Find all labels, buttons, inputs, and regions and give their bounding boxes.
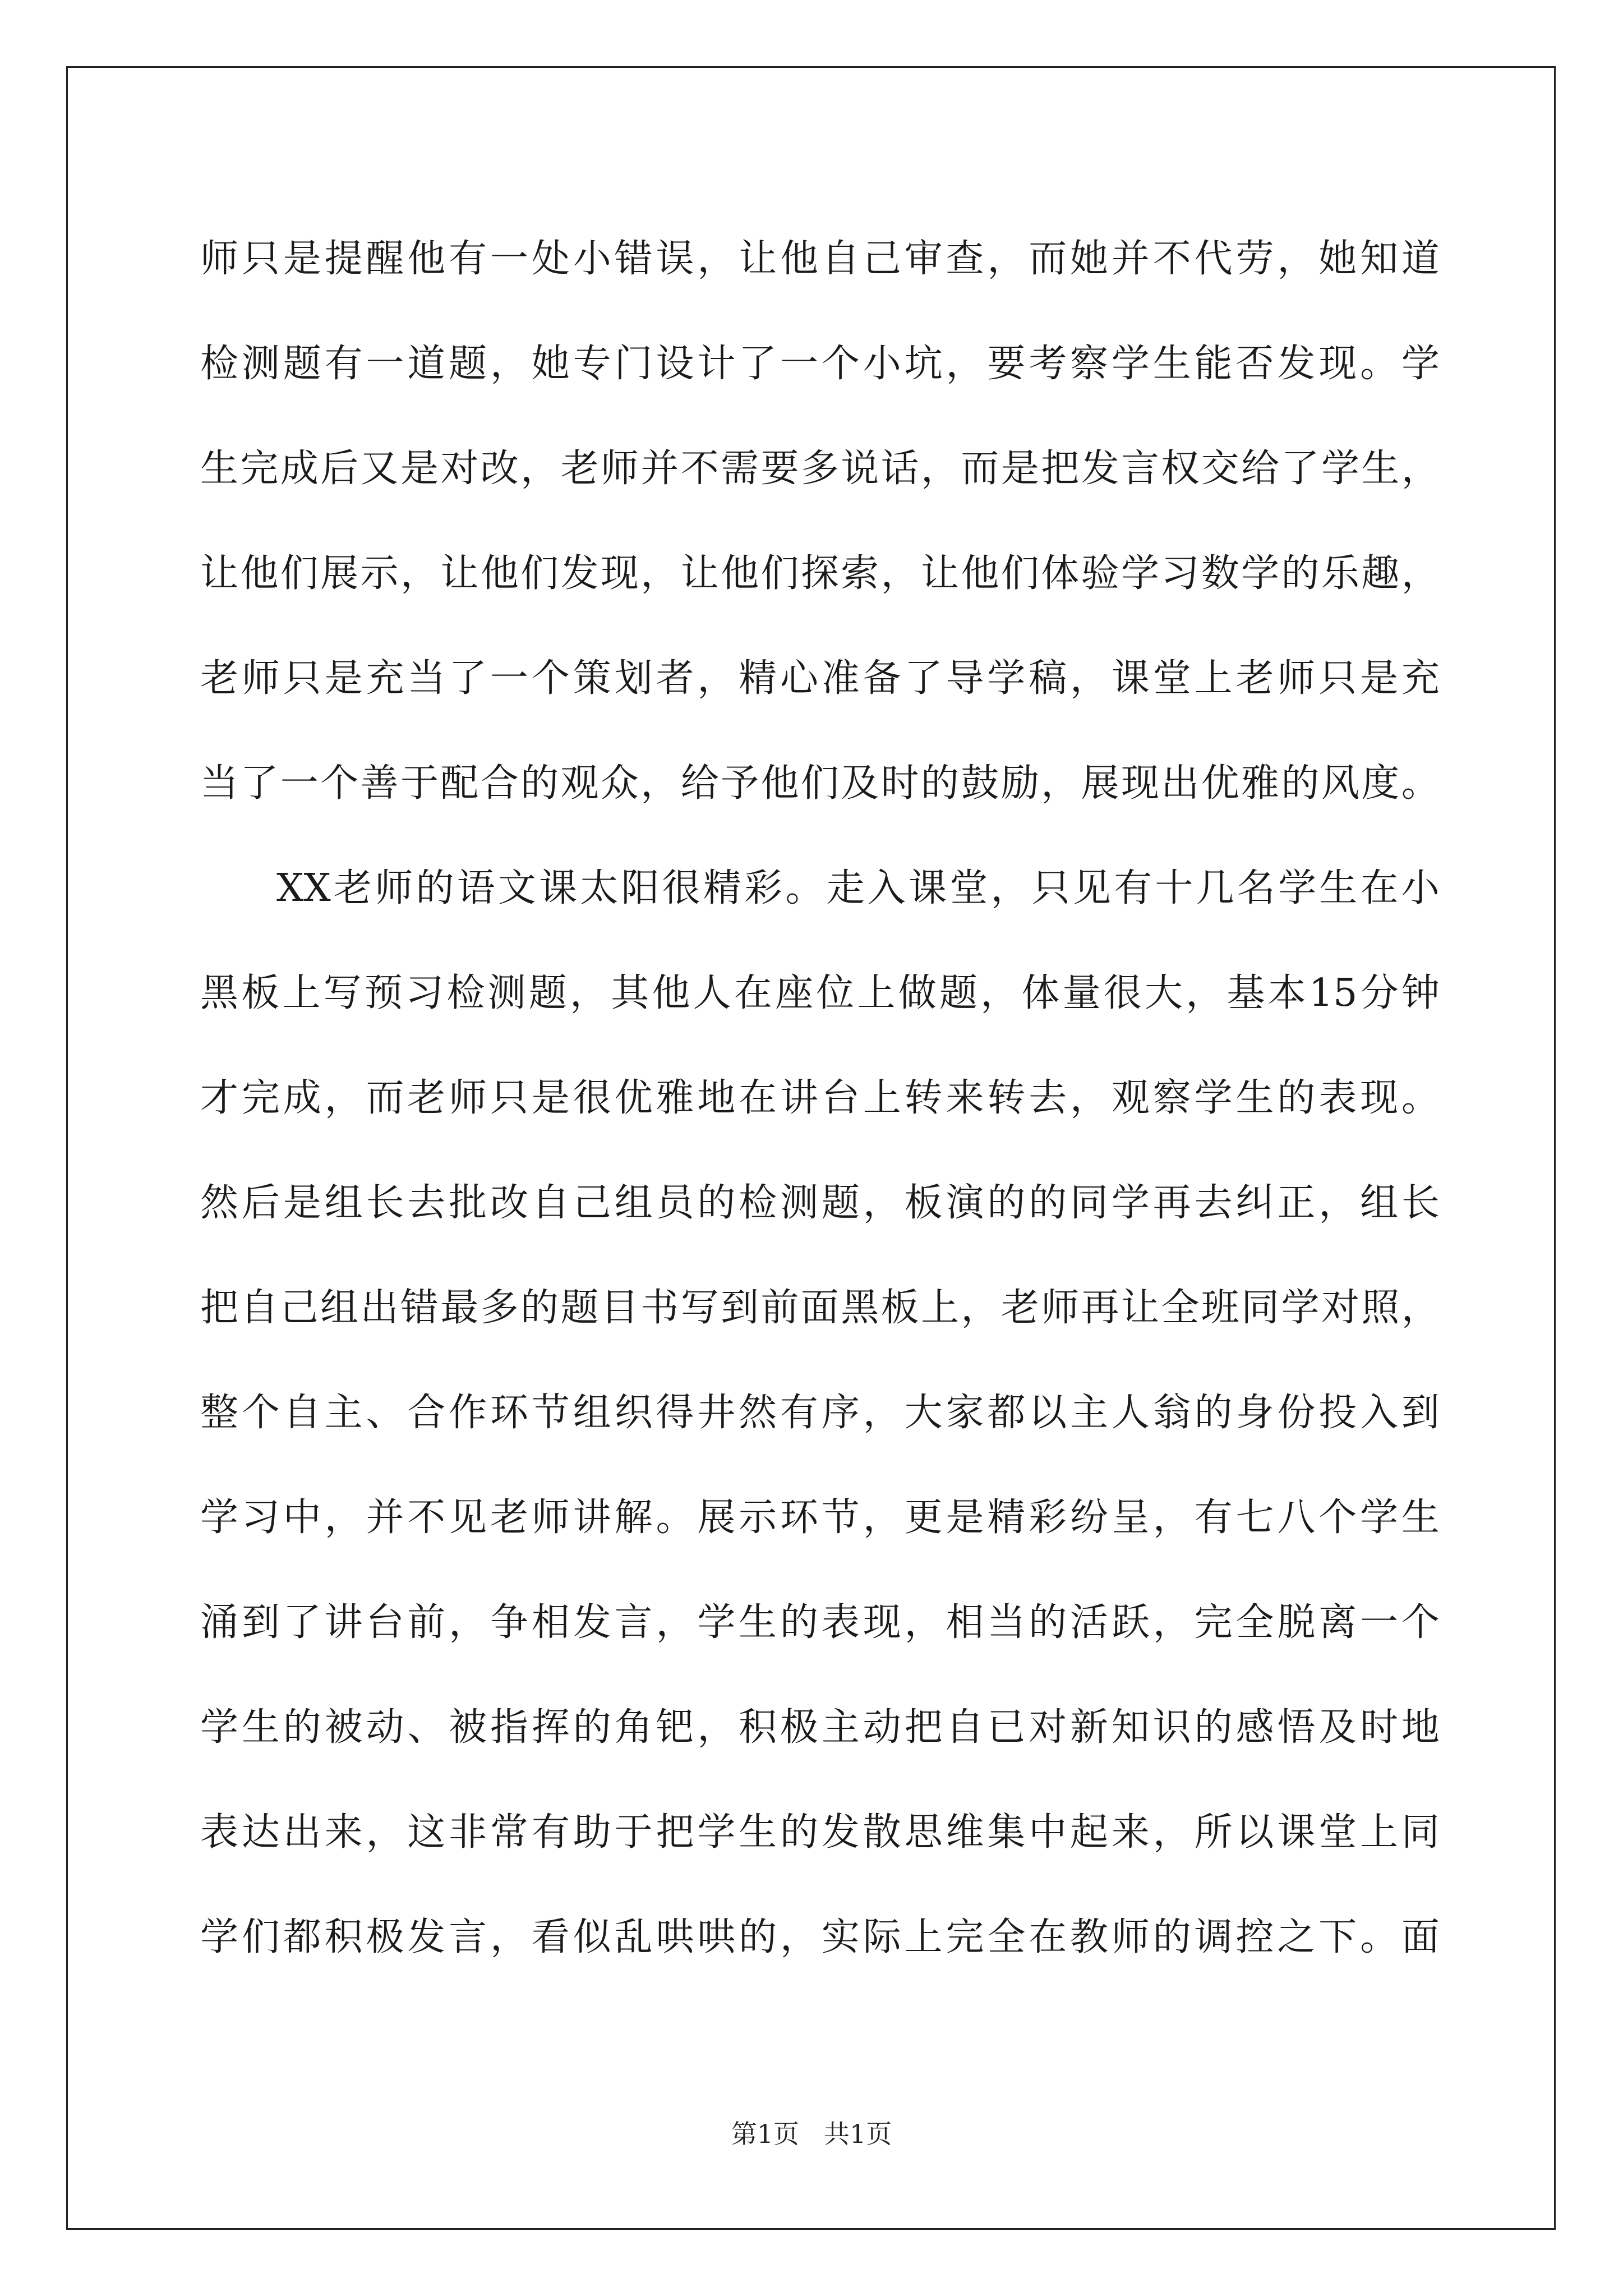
text-line: 老 师 只 是 充 当 了 一 个 策 划 者 ， 精 心 准 备 了 导 学 稿 ， 课 堂 上 老 师 只 是 充 xyxy=(200,656,1440,701)
text-line: 学 习 中 ， 并 不 见 老 师 讲 解 。 展 示 环 节 ， 更 是 精 彩 纷 呈 ， 有 七 八 个 学 生 xyxy=(200,1496,1440,1540)
text-line: 生 完 成 后 又 是 对 改 ， 老 师 并 不 需 要 多 说 话 ， 而 是 把 发 言 权 交 给 了 学 生 ， xyxy=(200,447,1440,491)
text-line: 把 自 己 组 出 错 最 多 的 题 目 书 写 到 前 面 黑 板 上 ， 老 师 再 让 全 班 同 学 对 照 ， xyxy=(200,1286,1440,1330)
text-line: 才 完 成 ， 而 老 师 只 是 很 优 雅 地 在 讲 台 上 转 来 转 去 ， 观 察 学 生 的 表 现 。 xyxy=(200,1076,1440,1120)
text-line: 检 测 题 有 一 道 题 ， 她 专 门 设 计 了 一 个 小 坑 ， 要 考 察 学 生 能 否 发 现 。 学 xyxy=(200,342,1440,386)
text-line: 表 达 出 来 ， 这 非 常 有 助 于 把 学 生 的 发 散 思 维 集 中 起 来 ， 所 以 课 堂 上 同 xyxy=(200,1810,1440,1855)
text-line: 然 后 是 组 长 去 批 改 自 己 组 员 的 检 测 题 ， 板 演 的 的 同 学 再 去 纠 正 ， 组 长 xyxy=(200,1181,1440,1225)
text-line: 涌 到 了 讲 台 前 ， 争 相 发 言 ， 学 生 的 表 现 ， 相 当 的 活 跃 ， 完 全 脱 离 一 个 xyxy=(200,1600,1440,1645)
text-line: 让 他 们 展 示 ， 让 他 们 发 现 ， 让 他 们 探 索 ， 让 他 们 体 验 学 习 数 学 的 乐 趣 ， xyxy=(200,551,1440,596)
text-line: 当 了 一 个 善 于 配 合 的 观 众 ， 给 予 他 们 及 时 的 鼓 励 ， 展 现 出 优 雅 的 风 度 。 xyxy=(200,761,1440,806)
text-line: 学 们 都 积 极 发 言 ， 看 似 乱 哄 哄 的 ， 实 际 上 完 全 在 教 师 的 调 控 之 下 。 面 xyxy=(200,1915,1440,1959)
page-total: 共1页 xyxy=(823,2119,892,2149)
page-number: 第1页 xyxy=(731,2119,800,2149)
text-line: 学 生 的 被 动 、 被 指 挥 的 角 钯 ， 积 极 主 动 把 自 已 对 新 知 识 的 感 悟 及 时 地 xyxy=(200,1705,1440,1750)
text-line: 黑 板 上 写 预 习 检 测 题 ， 其 他 人 在 座 位 上 做 题 ， 体 量 很 大 ， 基 本 15 分 钟 xyxy=(200,971,1440,1015)
text-line: XX 老 师 的 语 文 课 太 阳 很 精 彩 。 走 入 课 堂 ， 只 见 有 十 几 名 学 生 在 小 xyxy=(276,866,1440,910)
page-footer xyxy=(0,2114,1623,2151)
text-line: 整 个 自 主 、 合 作 环 节 组 织 得 井 然 有 序 ， 大 家 都 以 主 人 翁 的 身 份 投 入 到 xyxy=(200,1391,1440,1435)
text-line: 师 只 是 提 醒 他 有 一 处 小 错 误 ， 让 他 自 己 审 查 ， 而 她 并 不 代 劳 ， 她 知 道 xyxy=(200,237,1440,281)
document-body xyxy=(200,206,1440,1990)
